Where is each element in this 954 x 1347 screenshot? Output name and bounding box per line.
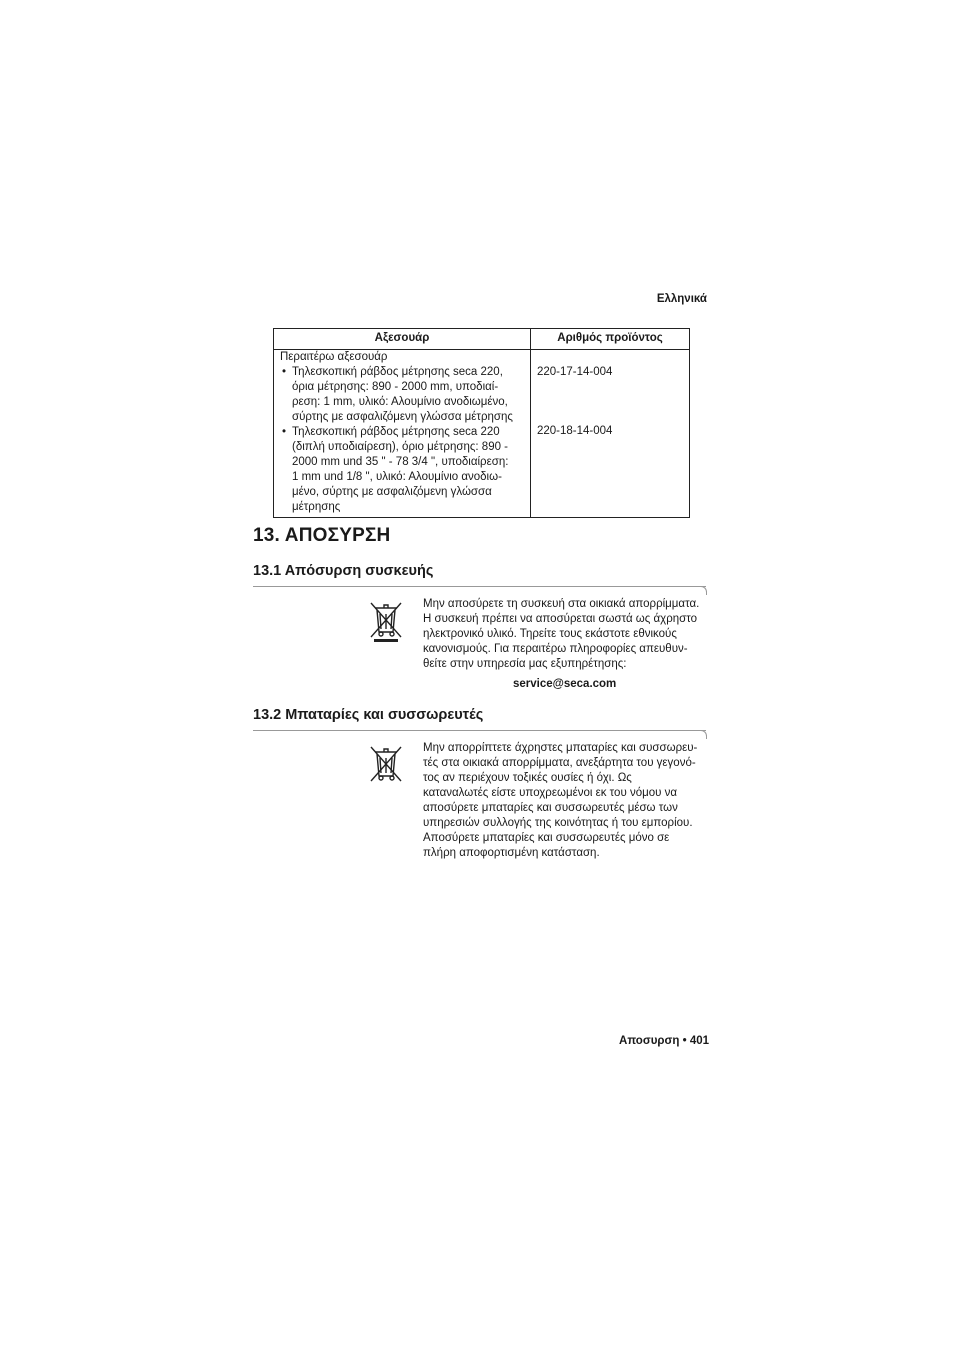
item-line: μέτρησης: [292, 501, 341, 513]
device-disposal-text: [423, 597, 713, 672]
list-item: [280, 425, 524, 515]
text-line: Αποσύρετε μπαταρίες και συσσωρευτές μόνο σε: [423, 832, 670, 844]
text-line: Μην απορρίπτετε άχρηστες μπαταρίες και συσσωρευ-: [423, 742, 698, 754]
section-title: 13. ΑΠΟΣΥΡΣΗ: [253, 525, 391, 546]
item-line: • Τηλεσκοπική ράβδος μέτρησης seca 220,: [292, 366, 503, 378]
product-code: 220-18-14-004: [537, 425, 613, 437]
text-line: τές στα οικιακά απορρίμματα, ανεξάρτητα του γεγονό-: [423, 757, 696, 769]
product-number-cell: [531, 350, 690, 518]
service-email: service@seca.com: [513, 678, 617, 690]
text-line: καταναλωτές είστε υποχρεωμένοι εκ του νόμου να: [423, 787, 677, 799]
page-footer: Αποσυρση • 401: [619, 1035, 709, 1047]
text-line: κανονισμούς. Για περαιτέρω πληροφορίες απευθυν-: [423, 643, 688, 655]
item-line: όρια μέτρησης: 890 - 2000 mm, υποδιαί-: [292, 381, 499, 393]
item-line: 2000 mm und 35 " - 78 3/4 ", υποδιαίρεση:: [292, 456, 509, 468]
accessory-table: [273, 328, 690, 518]
rule-end-hook: [700, 586, 707, 595]
item-line: ρεση: 1 mm, υλικό: Αλουμίνιο ανοδιωμένο,: [292, 396, 508, 408]
product-code: 220-17-14-004: [537, 366, 613, 378]
text-line: υπηρεσιών συλλογής της κοινότητας ή του εμπορίου.: [423, 817, 693, 829]
item-line: • Τηλεσκοπική ράβδος μέτρησης seca 220: [292, 426, 500, 438]
subsection-title-batteries: 13.2 Μπαταρίες και συσσωρευτές: [253, 707, 484, 723]
text-line: ηλεκτρονικό υλικό. Τηρείτε τους εκάστοτε εθνικούς: [423, 628, 677, 640]
table-header-row: [274, 329, 690, 350]
crossed-out-wheelie-bin-icon: [365, 600, 407, 644]
text-line: τος αν περιέχουν τοξικές ουσίες ή όχι. Ως: [423, 772, 632, 784]
text-line: αποσύρετε μπαταρίες και συσσωρευτές μέσω των: [423, 802, 678, 814]
text-line: θείτε στην υπηρεσία μας εξυπηρέτησης:: [423, 658, 627, 670]
rule-end-hook: [700, 730, 707, 739]
table-row: [274, 350, 690, 518]
col-accessory-header: Αξεσουάρ: [274, 329, 531, 350]
accessory-intro: Περαιτέρω αξεσουάρ: [280, 351, 388, 363]
text-line: πλήρη αποφορτισμένη κατάσταση.: [423, 847, 600, 859]
accessory-cell: [274, 350, 531, 518]
item-line: σύρτης με ασφαλιζόμενη γλώσσα μέτρησης: [292, 411, 513, 423]
accessory-list: [280, 365, 524, 515]
text-line: Μην αποσύρετε τη συσκευή στα οικιακά απορρίμματα.: [423, 598, 700, 610]
section-rule: [253, 730, 706, 731]
item-line: 1 mm und 1/8 ", υλικό: Αλουμίνιο ανοδιω-: [292, 471, 502, 483]
section-rule: [253, 586, 706, 587]
text-line: Η συσκευή πρέπει να αποσύρεται σωστά ως άχρηστο: [423, 613, 698, 625]
item-line: (διπλή υποδιαίρεση), όριο μέτρησης: 890 -: [292, 441, 509, 453]
list-item: [280, 365, 524, 425]
language-label: Ελληνικά: [656, 293, 707, 305]
subsection-title-device-disposal: 13.1 Απόσυρση συσκευής: [253, 563, 434, 579]
item-line: μένο, σύρτης με ασφαλιζόμενη γλώσσα: [292, 486, 492, 498]
crossed-out-battery-bin-icon: [365, 744, 407, 788]
battery-disposal-text: [423, 741, 713, 861]
col-product-number-header: Αριθμός προϊόντος: [531, 329, 690, 350]
